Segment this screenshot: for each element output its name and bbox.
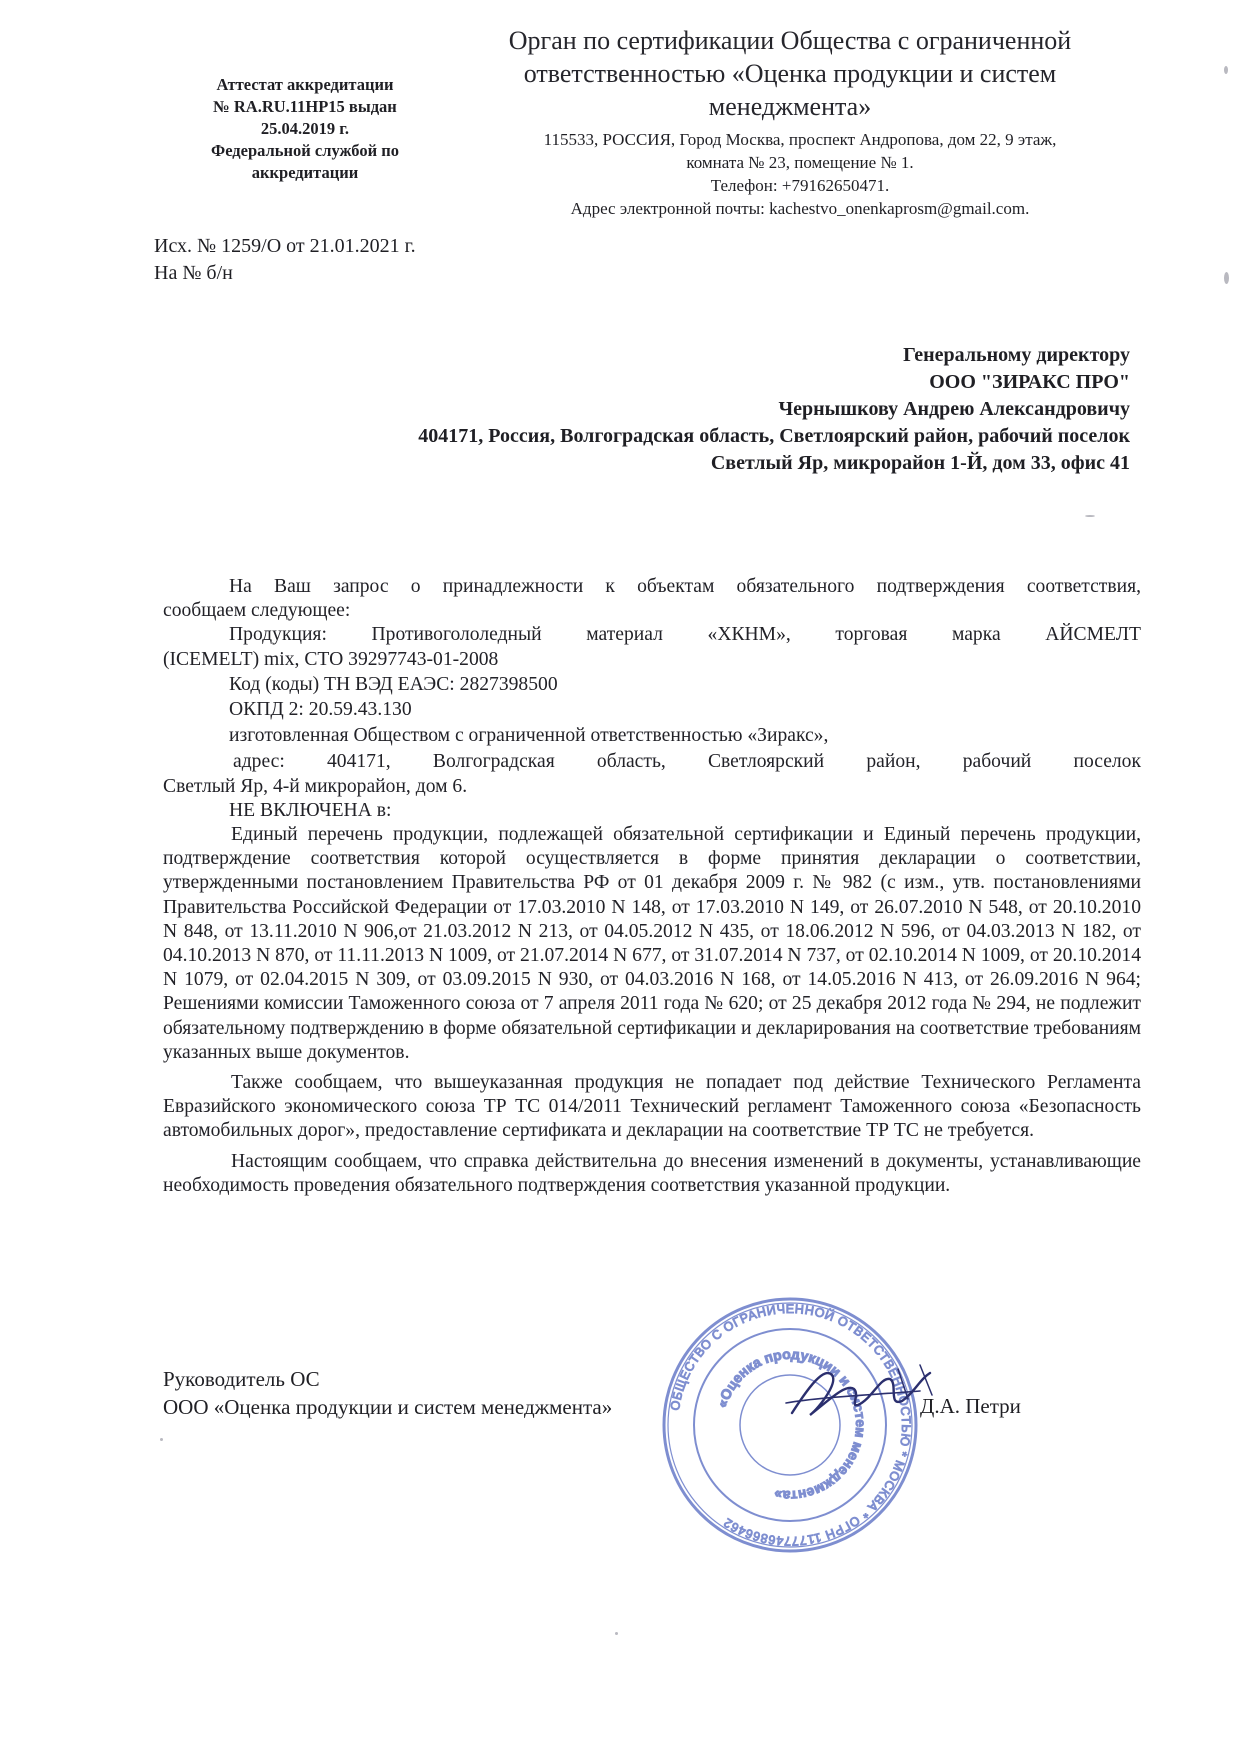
organization-name-line: Орган по сертификации Общества с ограниченной [508,26,1072,55]
validity-paragraph: Настоящим сообщаем, что справка действительна до внесения изменений в документы, устанавливающие необходимость проведения обязательного подтверждения соответствия указанной продукции. [163,1150,1141,1196]
manufacturer-address-line: Светлый Яр, 4-й микрорайон, дом 6. [163,775,468,797]
stamp-inner-text: «Оценка продукции и систем менеджмента» [713,1345,870,1505]
outgoing-number: Исх. № 1259/О от 21.01.2021 г. [154,235,416,257]
outgoing-reference [154,233,416,287]
technical-regulation-paragraph: Также сообщаем, что вышеуказанная продукция не попадает под действие Технического Регламента Евразийского экономического союза ТР ТС 014/2011 Технический регламент Таможенного союза «Безопасность автомобильных дорог», предоставление сертификата и декларации на соответствие ТР ТС не требуется. [163,1072,1141,1142]
accreditation-block [170,74,440,184]
accreditation-line: № RA.RU.11НР15 выдан [213,97,397,116]
addressee-block [230,342,1130,477]
organization-name-line: ответственностью «Оценка продукции и систем [523,59,1057,88]
reply-to-number: На № б/н [154,262,233,284]
addressee-position: Генеральному директору [903,344,1130,366]
addressee-address-line: 404171, Россия, Волгоградская область, Светлоярский район, рабочий поселок [418,425,1130,447]
letter-body [163,575,1141,1198]
organization-name-line: менеджмента» [708,92,872,121]
addressee-company: ООО "ЗИРАКС ПРО" [929,371,1130,393]
manufacturer-address-line: адрес: 404171, Волгоградская область, Светлоярский район, рабочий поселок [233,751,1141,773]
scan-speck [1085,515,1095,517]
signatory-title: Руководитель ОС [163,1367,320,1391]
intro-line: сообщаем следующее: [163,600,351,622]
list-paragraph: Единый перечень продукции, подлежащей обязательной сертификации и Единый перечень продукции, подтверждение соответствия которой осуществляется в форме принятия декларации о соответствии, утвержденными постановлением Правительства РФ от 01 декабря 2009 г. № 982 (с изм., утв. постановлениями Правительства Российской Федерации от 17.03.2010 N 148, от 17.03.2010 N 149, от 26.07.2010 N 548, от 20.10.2010 N 848, от 13.11.2010 N 906,от 21.03.2012 N 213, от 04.05.2012 N 435, от 18.06.2012 N 596, от 04.03.2013 N 182, от 04.10.2013 N 870, от 11.11.2013 N 1009, от 21.07.2014 N 677, от 31.07.2014 N 737, от 02.10.2014 N 1009, от 20.10.2014 N 1079, от 02.04.2015 N 309, от 03.09.2015 N 930, от 04.03.2016 N 168, от 14.05.2016 N 413, от 26.09.2016 N 964; Решениями комиссии Таможенного союза от 7 апреля 2011 года № 620; от 25 декабря 2012 года № 294, не подлежит обязательному подтверждению в форме обязательной сертификации и декларирования на соответствие требованиям указанных выше документов. [163,824,1141,1063]
organization-name [455,24,1125,123]
manufacturer-line: изготовленная Обществом с ограниченной ответственностью «Зиракс», [229,725,829,747]
addressee-address-line: Светлый Яр, микрорайон 1-Й, дом 33, офис 41 [710,452,1130,474]
organization-contacts [480,128,1120,220]
tnved-code: Код (коды) ТН ВЭД ЕАЭС: 2827398500 [229,673,558,695]
scan-speck [1224,66,1228,74]
organization-address-line: комната № 23, помещение № 1. [686,153,914,172]
scan-speck [615,1632,618,1635]
accreditation-line: 25.04.2019 г. [260,119,350,138]
addressee-person: Чернышкову Андрею Александровичу [778,398,1130,420]
organization-address-line: 115533, РОССИЯ, Город Москва, проспект Андропова, дом 22, 9 этаж, [543,130,1057,149]
accreditation-line: Федеральной службой по [211,141,399,160]
signatory-name: Д.А. Петри [920,1394,1021,1418]
scan-speck [1224,272,1229,284]
organization-email: Адрес электронной почты: kachestvo_onenkaprosm@gmail.com. [570,199,1030,218]
signatory-organization: ООО «Оценка продукции и систем менеджмента» [163,1395,613,1419]
stamp-outer-text: ОБЩЕСТВО С ОГРАНИЧЕННОЙ ОТВЕТСТВЕННОСТЬЮ * МОСКВА * ОГРН 1177746866462 [667,1301,914,1549]
okpd-code: ОКПД 2: 20.59.43.130 [229,699,412,721]
organization-phone: Телефон: +79162650471. [710,176,890,195]
product-line: (ICEMELT) mix, СТО 39297743-01-2008 [163,648,499,670]
scan-speck [160,1438,163,1441]
handwritten-signature [780,1355,940,1430]
product-line: Продукция: Противогололедный материал «ХКНМ», торговая марка АЙСМЕЛТ [229,624,1141,646]
accreditation-line: аккредитации [251,163,359,182]
intro-line: На Ваш запрос о принадлежности к объектам обязательного подтверждения соответствия, [229,576,1141,597]
accreditation-line: Аттестат аккредитации [216,75,394,94]
not-included-heading: НЕ ВКЛЮЧЕНА в: [229,799,392,821]
